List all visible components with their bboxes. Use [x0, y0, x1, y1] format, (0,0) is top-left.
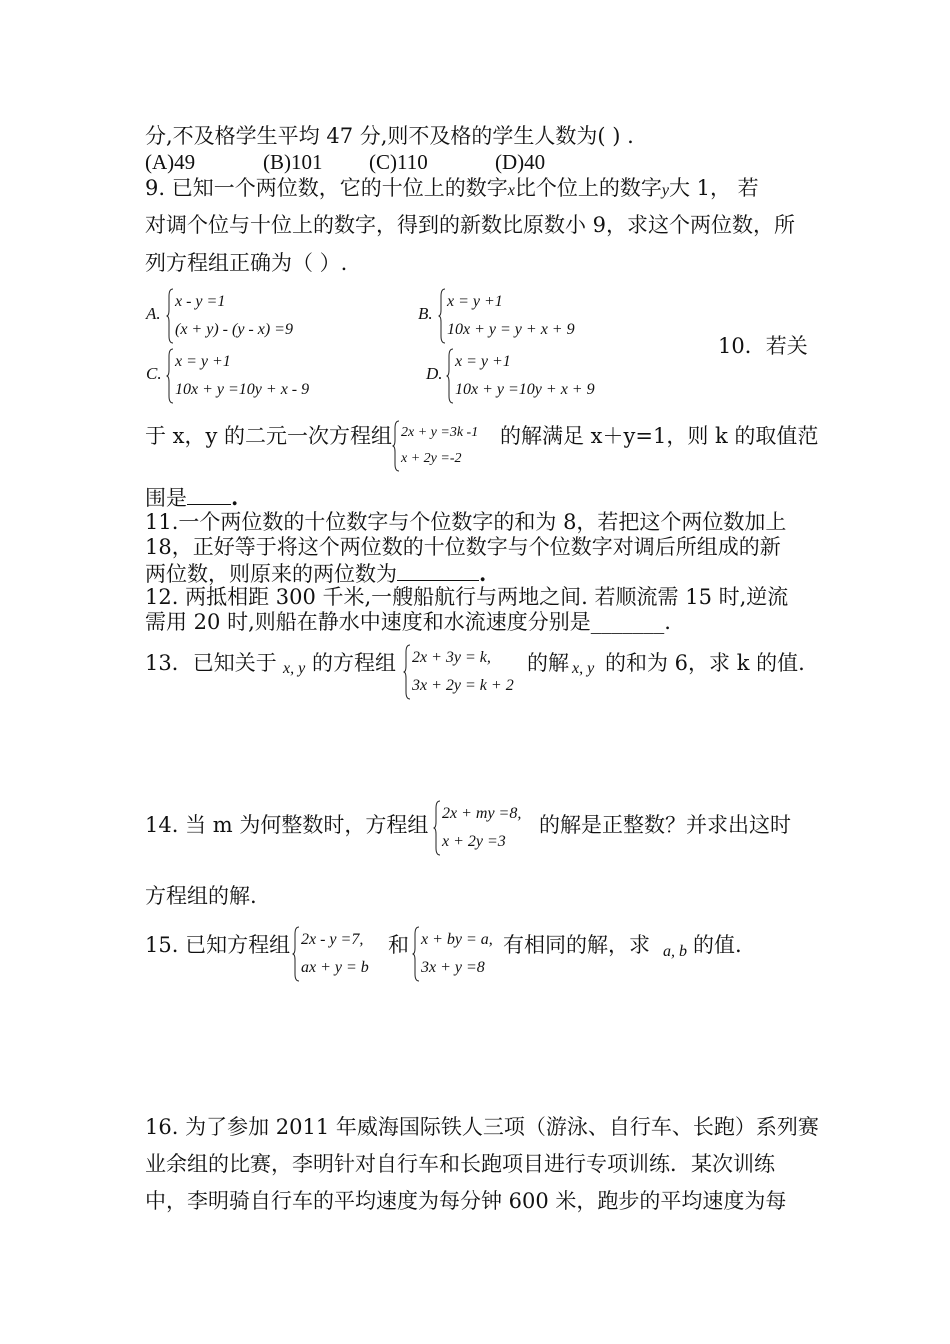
q11-line1: 11.一个两位数的十位数字与个位数字的和为 8，若把这个两位数加上	[145, 510, 787, 534]
q15-system-1	[292, 926, 369, 982]
q9-option-a-eq2: (x + y) - (y - x) =9	[175, 321, 293, 338]
q9-option-d-eq1: x = y +1	[455, 353, 511, 370]
q15-and: 和	[388, 933, 409, 957]
q13-vars: x, y	[283, 660, 306, 677]
q10-line1	[145, 424, 392, 448]
q9-option-d-eq2: 10x + y =10y + x + 9	[455, 381, 595, 398]
q8-option-c: (C)110	[369, 150, 428, 174]
q13-text-d: 的和为 6，求 k 的值.	[605, 651, 805, 675]
q8-stem-tail: 分,不及格学生平均 47 分,则不及格的学生人数为( ) .	[145, 124, 634, 148]
q15-text-b: 有相同的解，求	[503, 933, 650, 957]
q8-option-d: (D)40	[495, 150, 546, 174]
q14-line1	[145, 813, 428, 837]
brace-icon	[433, 800, 441, 856]
q16-line3: 中，李明骑自行车的平均速度为每分钟 600 米，跑步的平均速度为每	[145, 1189, 787, 1213]
q14-text-b: 的解是正整数？并求出这时	[539, 813, 791, 837]
q14-system	[433, 800, 521, 856]
brace-icon	[166, 288, 174, 344]
q9-option-b-system	[438, 288, 575, 344]
q13-line	[145, 651, 277, 675]
q16-line1: 16. 为了参加 2011 年威海国际铁人三项（游泳、自行车、长跑）系列赛	[145, 1115, 819, 1139]
q13-text-a: 13．已知关于	[145, 651, 277, 675]
brace-icon	[446, 348, 454, 404]
q9-option-c-eq2: 10x + y =10y + x - 9	[175, 381, 310, 398]
q9-option-a-eq1: x - y =1	[175, 293, 226, 310]
q15-text-a: 15. 已知方程组	[145, 933, 291, 957]
q13-eq2: 3x + 2y = k + 2	[412, 677, 514, 694]
q9-text-b: 比个位上的数字	[514, 176, 662, 200]
q11-text-line3: 两位数，则原来的两位数为	[145, 562, 397, 586]
q14-eq2: x + 2y =3	[442, 833, 506, 850]
q15-system-2	[412, 926, 493, 982]
q10-eq2: x + 2y =-2	[401, 451, 462, 466]
q13-text-b: 的方程组	[312, 651, 396, 675]
q14-line2: 方程组的解.	[145, 884, 257, 908]
q9-option-d-system	[446, 348, 595, 404]
q10-text-line2: 围是	[145, 486, 187, 510]
q15-s1-eq1: 2x - y =7,	[301, 931, 364, 948]
q16-line2: 业余组的比赛，李明针对自行车和长跑项目进行专项训练．某次训练	[145, 1152, 775, 1176]
q13-text-c: 的解	[527, 651, 569, 675]
q10-text-a: 于 x，y 的二元一次方程组	[145, 424, 393, 448]
q9-option-b-eq2: 10x + y = y + x + 9	[447, 321, 575, 338]
q11-answer-blank[interactable]	[397, 560, 479, 581]
q9-option-c-eq1: x = y +1	[175, 353, 231, 370]
q10-answer-blank[interactable]	[187, 484, 231, 505]
q9-option-b-eq1: x = y +1	[447, 293, 503, 310]
q14-text-a: 14. 当 m 为何整数时，方程组	[145, 813, 429, 837]
q15-text-c: 的值.	[693, 933, 742, 957]
brace-icon	[403, 644, 411, 700]
q10-line2: 围是 .	[145, 485, 239, 510]
q9-var-y: y	[661, 182, 669, 199]
q11-line3: 两位数，则原来的两位数为 .	[145, 561, 487, 586]
brace-icon	[438, 288, 446, 344]
q11-line2: 18，正好等于将这个两位数的十位数字与个位数字对调后所组成的新	[145, 535, 781, 559]
q9-option-a-label: A.	[146, 304, 161, 323]
q15-s2-eq1: x + by = a,	[421, 931, 493, 948]
q10-system	[392, 420, 478, 472]
brace-icon	[412, 926, 420, 982]
q9-line3: 列方程组正确为（ ）.	[145, 251, 348, 275]
q9-text-c: 大 1， 若	[668, 176, 759, 200]
q8-option-a: (A)49	[145, 150, 196, 174]
q9-option-a-system	[166, 288, 293, 344]
brace-icon	[166, 348, 174, 404]
brace-icon	[392, 420, 400, 472]
q9-option-c-label: C.	[146, 364, 162, 383]
q12-line1: 12. 两抵相距 300 千米,一艘船航行与两地之间. 若顺流需 15 时,逆流	[145, 585, 789, 609]
q14-eq1: 2x + my =8,	[442, 805, 522, 822]
q9-line1	[145, 176, 759, 203]
q12-line2: 需用 20 时,则船在静水中速度和水流速度分别是_______.	[145, 610, 671, 634]
q10-text-b: 的解满足 x＋y=1，则 k 的取值范	[500, 424, 819, 448]
q9-text-a: 9. 已知一个两位数，它的十位上的数字	[145, 176, 508, 200]
q10-eq1: 2x + y =3k -1	[401, 425, 479, 440]
q13-eq1: 2x + 3y = k,	[412, 649, 491, 666]
q9-var-x: x	[507, 182, 515, 199]
q10-head: 10．若关	[718, 334, 808, 358]
q9-option-b-label: B.	[418, 304, 433, 323]
q9-option-c-system	[166, 348, 309, 404]
q15-s1-eq2: ax + y = b	[301, 959, 369, 976]
q8-option-b: (B)101	[263, 150, 323, 174]
q15-s2-eq2: 3x + y =8	[421, 959, 485, 976]
q9-line2: 对调个位与十位上的数字，得到的新数比原数小 9，求这个两位数，所	[145, 213, 796, 237]
q13-system	[403, 644, 514, 700]
q13-vars-2: x, y	[572, 660, 595, 677]
brace-icon	[292, 926, 300, 982]
q9-option-d-label: D.	[426, 364, 443, 383]
q15-vars: a, b	[663, 943, 687, 960]
